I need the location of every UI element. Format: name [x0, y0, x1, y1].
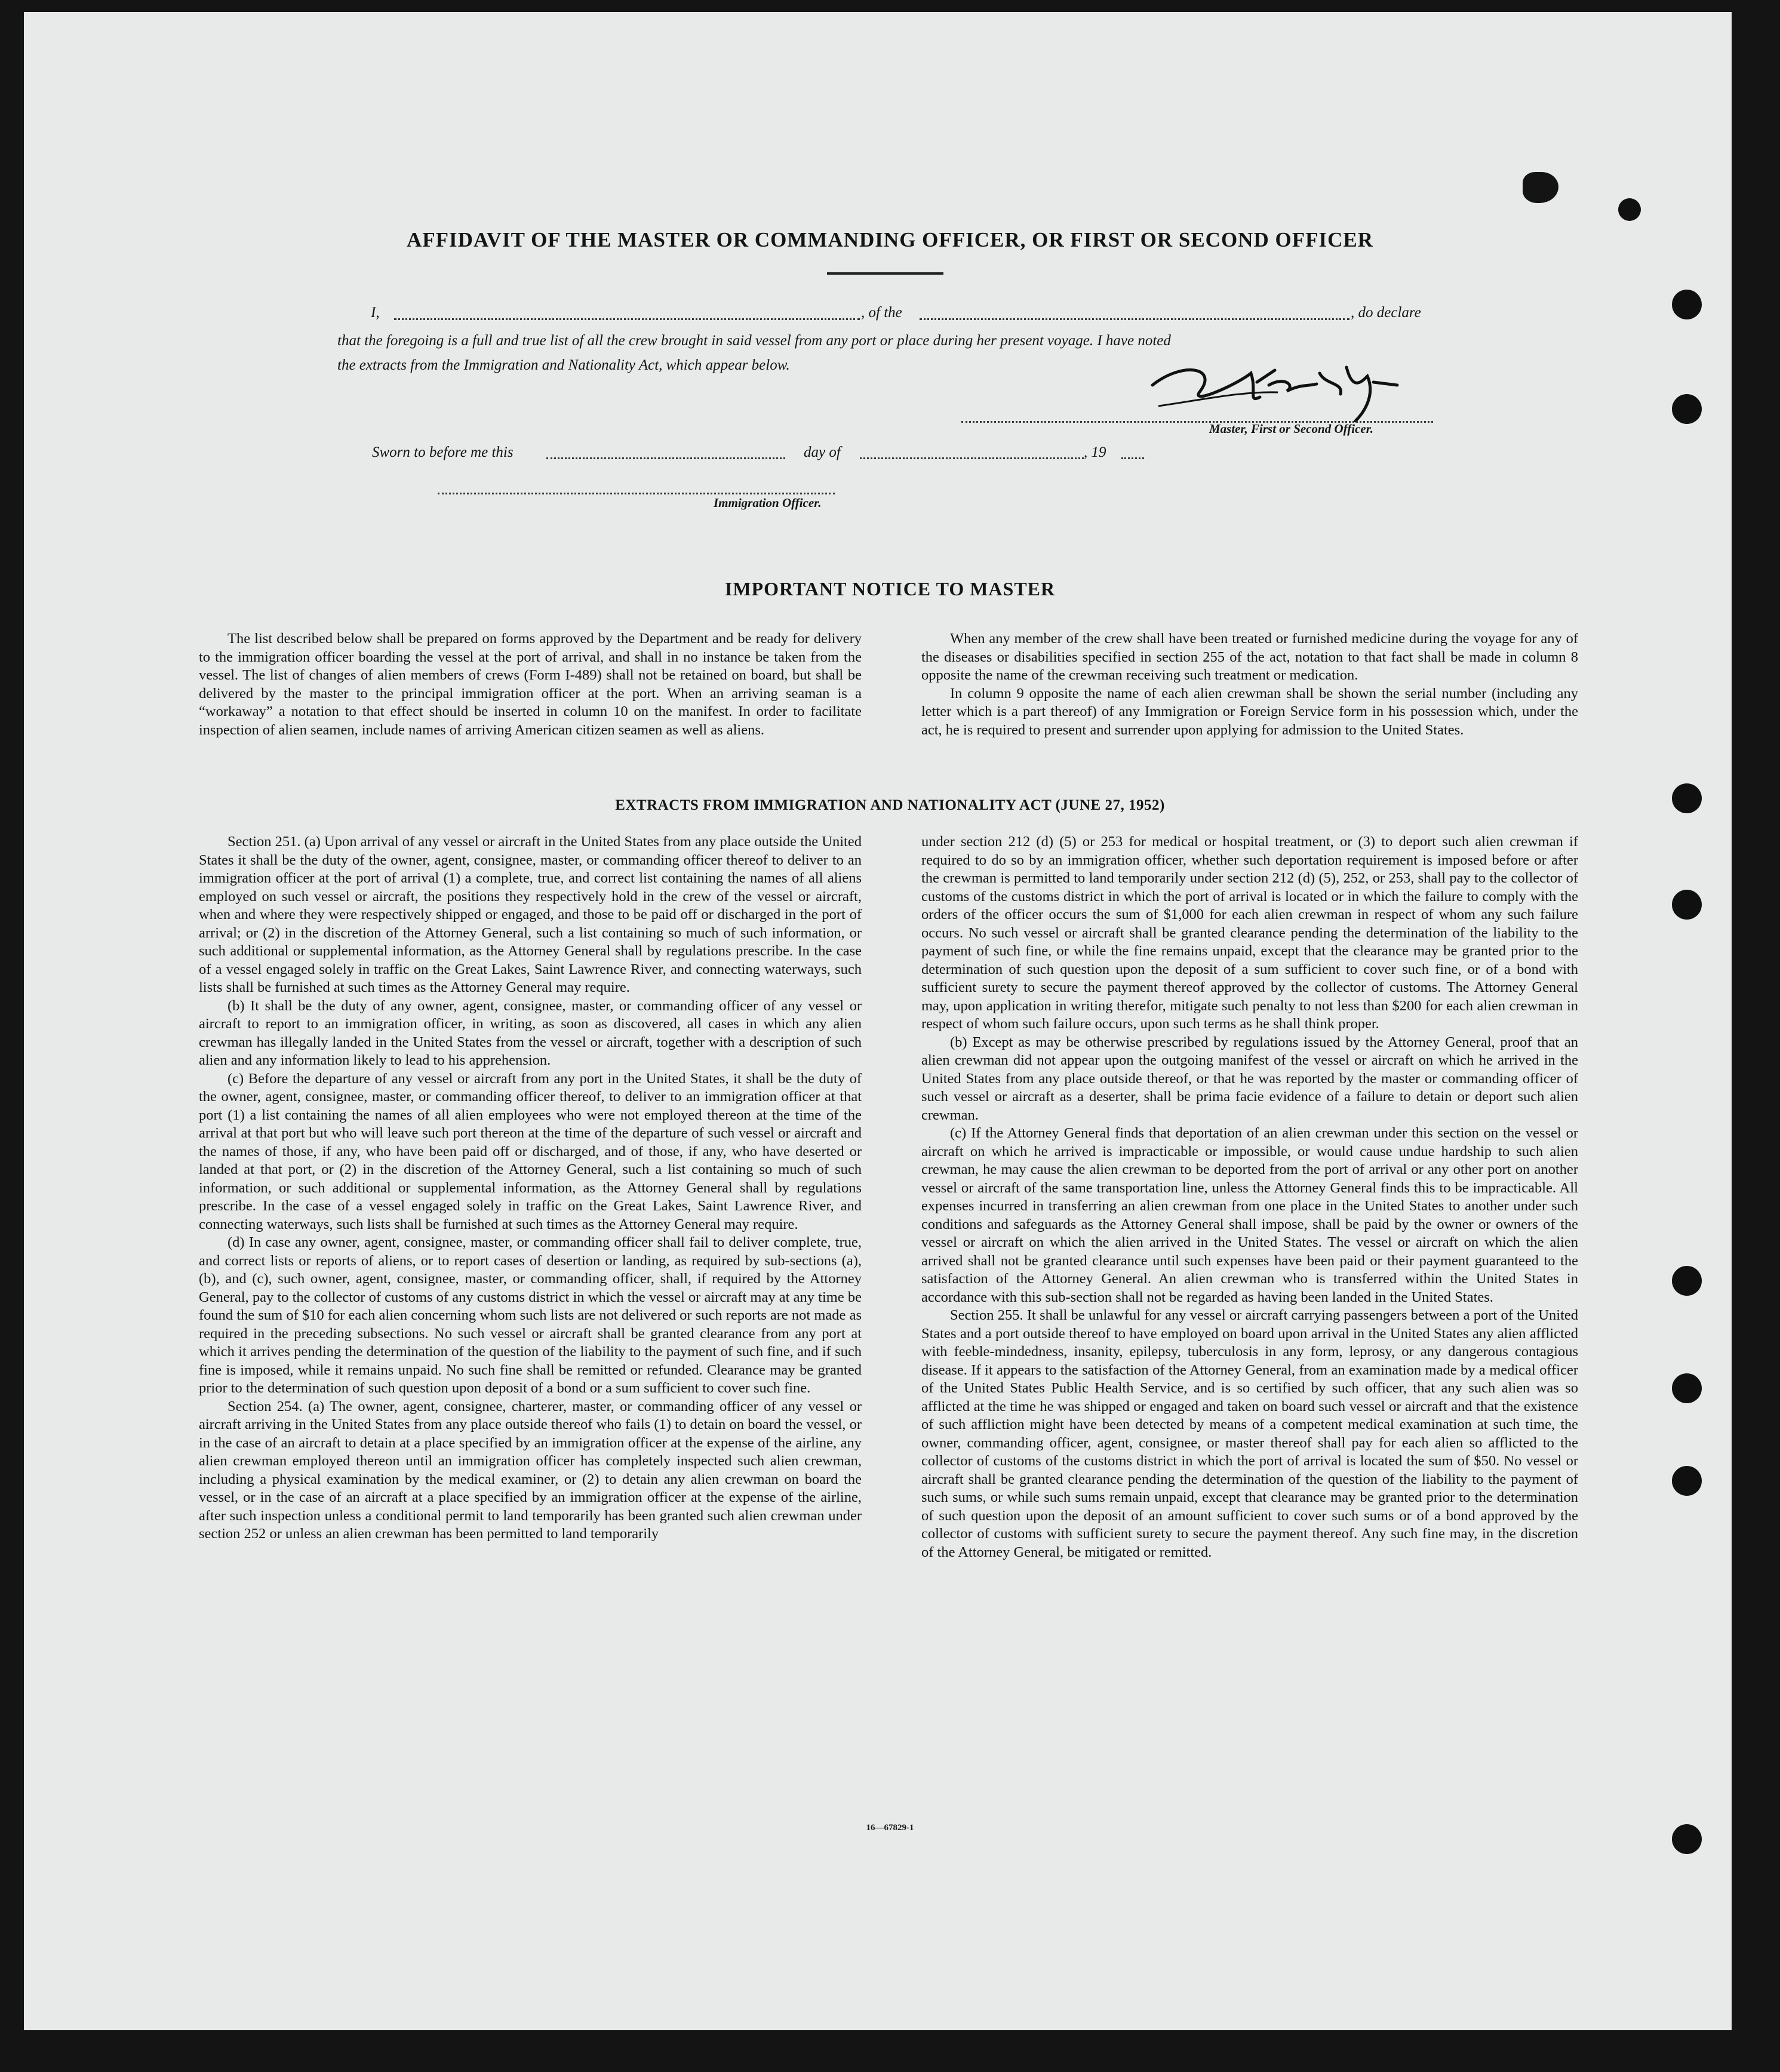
ink-smudge — [1523, 172, 1558, 203]
punch-hole — [1672, 1373, 1702, 1403]
section-paragraph: Section 251. (a) Upon arrival of any vessel or aircraft in the United States from any place outside the United States it shall be the duty of the owner, agent, consignee, master, or commanding officer thereof to deliver to an immigration officer at the port of arrival (1) a complete, true, and correct list containing the names of all aliens employed on such vessel or aircraft, the positions they respectively hold in the crew of the vessel or aircraft, when and where they were respectively shipped or engaged, and those to be paid off or discharged in the port of arrival; or (2) in the discretion of the Attorney General, such a list containing so much of such information, or such additional or supplemental information, as the Attorney General shall by regulations prescribe. In the case of a vessel engaged solely in traffic on the Great Lakes, Saint Lawrence River, and connecting waterways, such lists shall be furnished at such times as the Attorney General may require. — [199, 834, 862, 995]
extracts-title: EXTRACTS FROM IMMIGRATION AND NATIONALITY ACT (JUNE 27, 1952) — [615, 797, 1165, 813]
section-paragraph: (c) If the Attorney General finds that deportation of an alien crewman under this section on the vessel or aircraft on which he arrived is impracticable or impossible, or would cause undue hardship to such alien crewman, he may cause the alien crewman to be deported from the port of arrival or any other port on another vessel or aircraft of the same transportation line, unless the Attorney General finds this to be impracticable. All expenses incurred in transferring an alien crewman from one place in the United States to another under such conditions and safeguards as the Attorney General shall impose, shall be paid by the owner or owners of the vessel or aircraft on which the alien arrived in the United States. The vessel or aircraft on which the alien arrived shall not be granted clearance until such expenses have been paid or their payment guaranteed to the satisfaction of the Attorney General. An alien crewman who is transferred within the United States in accordance with this sub-section shall not be regarded as having been landed in the United States. — [921, 1125, 1578, 1305]
punch-hole — [1672, 1266, 1702, 1296]
notice-paragraph: When any member of the crew shall have been treated or furnished medicine during the voyage for any of the diseases or disabilities specified in section 255 of the act, notation to that fact shall be made in column 8 opposite the name of the crewman receiving such treatment or medication. — [921, 631, 1578, 683]
extracts-right-column — [921, 833, 1578, 1561]
affidavit-declare-label: , do declare — [1351, 305, 1421, 321]
notice-paragraph: In column 9 opposite the name of each alien crewman shall be shown the serial number (including any letter which is a part thereof) of any Immigration or Foreign Service form in his possession which, under the act, he is required to present and surrender upon applying for admission to the United States. — [921, 685, 1578, 738]
section-paragraph: (d) In case any owner, agent, consignee, master, or commanding officer shall fail to deliver complete, true, and correct lists or reports of aliens, or to report cases of desertion or landing, as required by sub-sections (a), (b), and (c), such owner, agent, consignee, master, or commanding officer, shall, if required by the Attorney General, pay to the collector of customs of any customs district in which the vessel or aircraft may at any time be found the sum of $10 for each alien concerning whom such lists are not delivered or such reports are not made as required in the preceding subsections. No such vessel or aircraft shall be granted clearance from any port at which it arrives pending the determination of the question of the liability to the payment of such fine, and if such fine is imposed, while it remains unpaid. No such fine shall be remitted or refunded. Clearance may be granted prior to the determination of such question upon deposit of a bond or a sum sufficient to cover such fine. — [199, 1234, 862, 1396]
notice-left-column — [199, 630, 862, 739]
affidavit-title: AFFIDAVIT OF THE MASTER OR COMMANDING OFFICER, OR FIRST OR SECOND OFFICER — [407, 228, 1373, 251]
affidavit-i-label: I, — [371, 305, 380, 321]
section-paragraph: Section 254. (a) The owner, agent, consignee, charterer, master, or commanding officer of any vessel or aircraft arriving in the United States from any place outside thereof who fails (1) to detain on board the vessel, or in the case of an aircraft to detain at a place specified by an immigration officer at the expense of the airline, any alien crewman employed thereon until an immigration officer has completely inspected such alien crewman, including a physical examination by the medical examiner, or (2) to detain any alien crewman on board the vessel, or in the case of an aircraft at a place specified by an immigration officer at the expense of the airline, after such inspection unless a conditional permit to land temporarily has been granted such alien crewman under section 252 or unless an alien crewman has been permitted to land temporarily — [199, 1398, 862, 1542]
sworn-day-blank — [546, 457, 785, 459]
master-label: Master, First or Second Officer. — [1209, 422, 1373, 436]
sworn-label: Sworn to before me this — [372, 444, 514, 460]
vessel-blank — [920, 318, 1349, 320]
section-paragraph: (b) It shall be the duty of any owner, agent, consignee, master, or commanding officer of any vessel or aircraft to report to an immigration officer, in writing, as soon as discovered, all cases in which any alien crewman has illegally landed in the United States from the vessel or aircraft, together with a description of such alien and any information likely to lead to his apprehension. — [199, 997, 862, 1068]
punch-hole — [1672, 290, 1702, 319]
sworn-month-blank — [860, 457, 1084, 459]
year-label: , 19 — [1084, 444, 1106, 460]
section-paragraph: (c) Before the departure of any vessel or aircraft from any port in the United States, it shall be the duty of the owner, agent, consignee, master, or commanding officer thereof, to deliver to an immigration officer at that port (1) a list containing the names of all alien employees who were not employed thereon at the time of the arrival at that port but who will leave such port thereon at the time of the departure of such vessel or aircraft and the names of those, if any, who have been paid off or discharged, and of those, if any, who have deserted or landed at that port, or (2) in the discretion of the Attorney General, such a list containing so much of such information, or such additional or supplemental information, as the Attorney General shall by regulations prescribe. In the case of a vessel engaged solely in traffic on the Great Lakes, Saint Lawrence River, and connecting waterways, such lists shall be furnished at such times as the Attorney General may require. — [199, 1070, 862, 1232]
notice-paragraph: The list described below shall be prepared on forms approved by the Department and be ready for delivery to the immigration officer boarding the vessel at the port of arrival, and shall in no instance be taken from the vessel. The list of changes of alien members of crews (Form I-489) shall not be retained on board, but shall be delivered by the master to the principal immigration officer at the port. When an arriving seaman is a “workaway” a notation to that effect should be inserted in column 10 on the manifest. In order to facilitate inspection of alien seamen, include names of arriving American citizen seamen as well as aliens. — [199, 631, 862, 738]
day-of-label: day of — [804, 444, 841, 460]
punch-hole — [1672, 394, 1702, 424]
extracts-left-column — [199, 833, 862, 1544]
affidavit-of-the-label: , of the — [861, 305, 902, 321]
section-paragraph: under section 212 (d) (5) or 253 for medical or hospital treatment, or (3) to deport such alien crewman if required to do so by an immigration officer, whether such deportation requirement is imposed before or after the crewman is permitted to land temporarily under section 212 (d) (5), 252, or 253, shall pay to the collector of customs of the customs district in which the port of arrival is located or in which the failure to comply with the orders of the officer occurs the sum of $1,000 for each alien crewman in respect of whom any such failure occurs. No such vessel or aircraft shall be granted clearance pending the determination of the liability to the payment of such fine, or while the fine remains unpaid, except that the clearance may be granted prior to the determination of such question upon the deposit of a sum sufficient to cover such fine, or of a bond with sufficient surety to secure the payment thereof approved by the collector of customs. The Attorney General may, upon application in writing therefor, mitigate such penalty to not less than $200 for each alien crewman in respect of whom such failure occurs, upon such terms as he shall think proper. — [921, 834, 1578, 1032]
officer-signature-blank — [438, 493, 835, 494]
affidavit-line-3: the extracts from the Immigration and Nationality Act, which appear below. — [337, 357, 790, 373]
title-underline — [827, 272, 943, 275]
notice-right-column — [921, 630, 1578, 739]
punch-hole — [1672, 1466, 1702, 1496]
notice-title: IMPORTANT NOTICE TO MASTER — [724, 578, 1056, 600]
affidavit-line-2: that the foregoing is a full and true list of all the crew brought in said vessel from any port or place during her present voyage. I have noted — [337, 333, 1171, 349]
form-number: 16—67829-1 — [866, 1823, 914, 1833]
master-signature — [1146, 349, 1409, 424]
sworn-year-blank — [1121, 457, 1144, 459]
section-paragraph: (b) Except as may be otherwise prescribed by regulations issued by the Attorney General, proof that an alien crewman did not appear upon the outgoing manifest of the vessel or aircraft on which he arrived in the United States from any place outside thereof, or that he was reported by the master or commanding officer of such vessel or aircraft as a deserter, shall be prima facie evidence of a failure to detain or deport such alien crewman. — [921, 1034, 1578, 1123]
punch-hole — [1618, 198, 1641, 221]
name-blank — [394, 318, 860, 320]
officer-label: Immigration Officer. — [714, 496, 822, 510]
section-paragraph: Section 255. It shall be unlawful for any vessel or aircraft carrying passengers between a port of the United States and a port outside thereof to have employed on board upon arrival in the United States any alien afflicted with feeble-mindedness, insanity, epilepsy, tuberculosis in any form, leprosy, or any dangerous contagious disease. If it appears to the satisfaction of the Attorney General, from an examination made by a medical officer of the United States Public Health Service, and is so certified by such officer, that any such alien was so afflicted at the time he was shipped or engaged and taken on board such vessel or aircraft and that the existence of such affliction might have been detected by means of a competent medical examination at such time, the owner, commanding officer, agent, consignee, or master thereof shall pay for each alien so afflicted to the collector of customs of the customs district in which the port of arrival is located the sum of $50. No vessel or aircraft shall be granted clearance pending the determination of the question of the liability to the payment of such sums, or while such sums remain unpaid, except that clearance may be granted prior to the determination of such question upon the deposit of an amount sufficient to cover such sums or of a bond approved by the collector of customs with sufficient surety to secure the payment thereof. Any such fine may, in the discretion of the Attorney General, be mitigated or remitted. — [921, 1307, 1578, 1560]
punch-hole — [1672, 890, 1702, 920]
